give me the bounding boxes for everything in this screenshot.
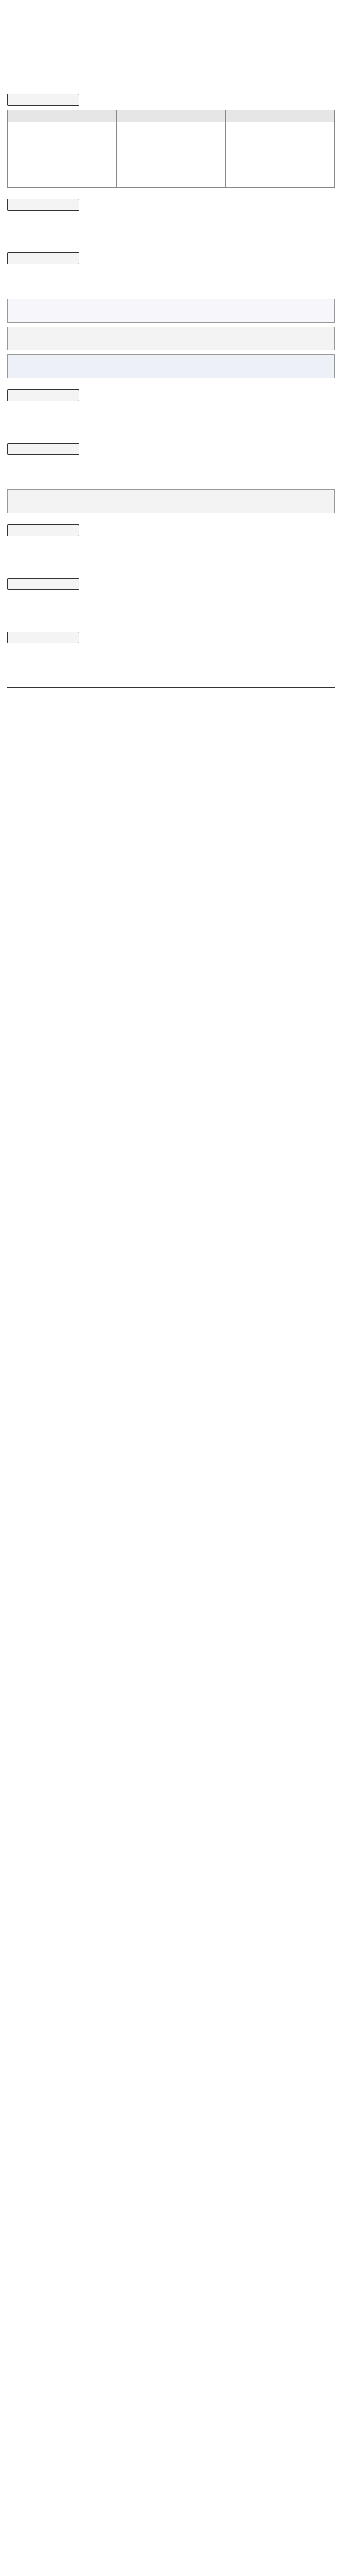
recruitment-table — [7, 110, 335, 188]
sections-container — [7, 94, 335, 674]
section-paragraph — [7, 215, 335, 223]
section-paragraph — [7, 559, 335, 567]
table-cell — [280, 122, 335, 188]
section-heading — [7, 199, 335, 211]
notice-line — [13, 501, 329, 509]
section-paragraph — [7, 224, 335, 232]
section-heading — [7, 578, 335, 590]
table-header-cell — [62, 110, 117, 122]
section-heading-label — [7, 252, 79, 264]
notice-line — [13, 494, 329, 501]
section-paragraph — [7, 478, 335, 485]
table-header-row — [8, 110, 335, 122]
section-heading-label — [7, 578, 79, 590]
section-heading — [7, 524, 335, 536]
section-heading-label — [7, 632, 79, 643]
section-heading-label — [7, 94, 79, 106]
section-paragraph — [7, 415, 335, 422]
table-cell — [171, 122, 225, 188]
announcement-page — [0, 0, 342, 713]
top-breadcrumb-line — [7, 4, 335, 10]
section-paragraph — [7, 594, 335, 602]
section-paragraph — [7, 405, 335, 413]
table-cell — [62, 122, 117, 188]
table-cell — [8, 122, 62, 188]
section-heading-label — [7, 524, 79, 536]
notice-line — [13, 338, 329, 346]
notice-line — [13, 366, 329, 374]
table-header-cell — [117, 110, 171, 122]
table-cell — [225, 122, 280, 188]
section-paragraph — [7, 233, 335, 241]
section-heading — [7, 443, 335, 455]
intro-paragraph — [7, 38, 335, 57]
table-row — [8, 122, 335, 188]
notice-box — [7, 327, 335, 350]
section-heading-label — [7, 389, 79, 401]
section-paragraph — [7, 657, 335, 665]
table-header-cell — [171, 110, 225, 122]
table-header-cell — [8, 110, 62, 122]
section-heading-label — [7, 443, 79, 455]
section-paragraph — [7, 613, 335, 620]
section-paragraph — [7, 468, 335, 476]
announcement-meta — [7, 64, 335, 82]
announcement-date — [7, 64, 335, 71]
page-title — [7, 19, 335, 29]
section-heading — [7, 94, 335, 106]
section-heading — [7, 389, 335, 401]
section-paragraph — [7, 540, 335, 548]
notice-box — [7, 489, 335, 513]
section-paragraph — [7, 603, 335, 611]
section-paragraph — [7, 278, 335, 285]
section-paragraph — [7, 666, 335, 674]
issuing-organization — [7, 74, 335, 82]
section-heading — [7, 632, 335, 643]
section-heading-label — [7, 199, 79, 211]
notice-box — [7, 354, 335, 378]
table-header-cell — [280, 110, 335, 122]
section-paragraph — [7, 268, 335, 276]
section-paragraph — [7, 424, 335, 432]
footer-banner — [7, 687, 335, 701]
section-paragraph — [7, 287, 335, 295]
notice-line — [13, 303, 329, 311]
section-paragraph — [7, 459, 335, 467]
section-paragraph — [7, 550, 335, 557]
notice-box — [7, 299, 335, 323]
notice-line — [13, 331, 329, 338]
section-heading — [7, 252, 335, 264]
table-cell — [117, 122, 171, 188]
section-paragraph — [7, 648, 335, 655]
notice-line — [13, 311, 329, 318]
notice-line — [13, 359, 329, 366]
table-header-cell — [225, 110, 280, 122]
